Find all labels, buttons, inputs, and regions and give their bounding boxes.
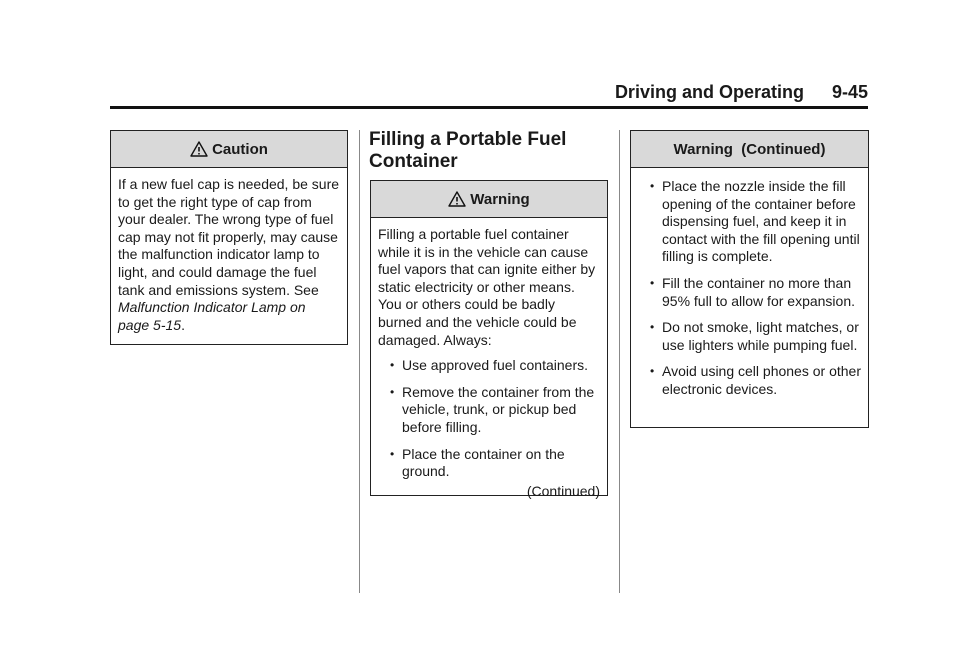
list-item: • Avoid using cell phones or other electronic devices. [638, 363, 861, 398]
continued-label: (Continued) [526, 482, 600, 499]
warning-box [370, 180, 608, 499]
caution-triangle-icon [190, 141, 208, 157]
warning-intro: Filling a portable fuel container while it is in the vehicle can cause fuel vapors that can ignite either by static electricity or other means. You or others could be badly burned and the vehicle could be damaged. Always: [378, 226, 596, 348]
caution-title: Caution [212, 140, 268, 158]
warning-continued-title: Warning (Continued) [673, 140, 826, 158]
caution-reference-end: . [181, 316, 185, 333]
warning-bullet-list [378, 357, 600, 481]
warning-continued-bullet-list [638, 178, 861, 399]
caution-header [111, 131, 347, 168]
warning-body [371, 218, 607, 508]
warning-continued-header [631, 131, 868, 168]
caution-reference: Malfunction Indicator Lamp on page 5-15 [118, 299, 306, 333]
section-name: Driving and Operating [614, 82, 804, 102]
warning-continued-box [630, 130, 869, 428]
warning-title: Warning [470, 190, 530, 208]
page-header [110, 82, 868, 109]
caution-body [111, 168, 347, 342]
list-item: • Fill the container no more than 95% full to allow for expansion. [638, 275, 861, 310]
section-title: Filling a Portable Fuel Container [369, 129, 567, 172]
column-divider-left [359, 130, 360, 593]
list-item: • Do not smoke, light matches, or use lighters while pumping fuel. [638, 319, 861, 354]
warning-header [371, 181, 607, 218]
list-item: • Use approved fuel containers. [378, 357, 600, 375]
page-number: 9-45 [831, 82, 868, 102]
caution-box [110, 130, 348, 345]
column-divider-right [619, 130, 620, 593]
warning-continued-body [631, 168, 868, 407]
list-item: • Remove the container from the vehicle, trunk, or pickup bed before filling. [378, 384, 600, 437]
list-item: • Place the nozzle inside the fill opening of the container before dispensing fuel, and keep it in contact with the fill opening until filling is complete. [638, 178, 861, 266]
caution-text: If a new fuel cap is needed, be sure to get the right type of cap from your dealer. The wrong type of fuel cap may not fit properly, may cause the malfunction indicator lamp to light, and could damage the fuel tank and emissions system. See [118, 176, 340, 298]
list-item: • Place the container on the ground. [378, 446, 600, 481]
warning-triangle-icon [448, 191, 466, 207]
